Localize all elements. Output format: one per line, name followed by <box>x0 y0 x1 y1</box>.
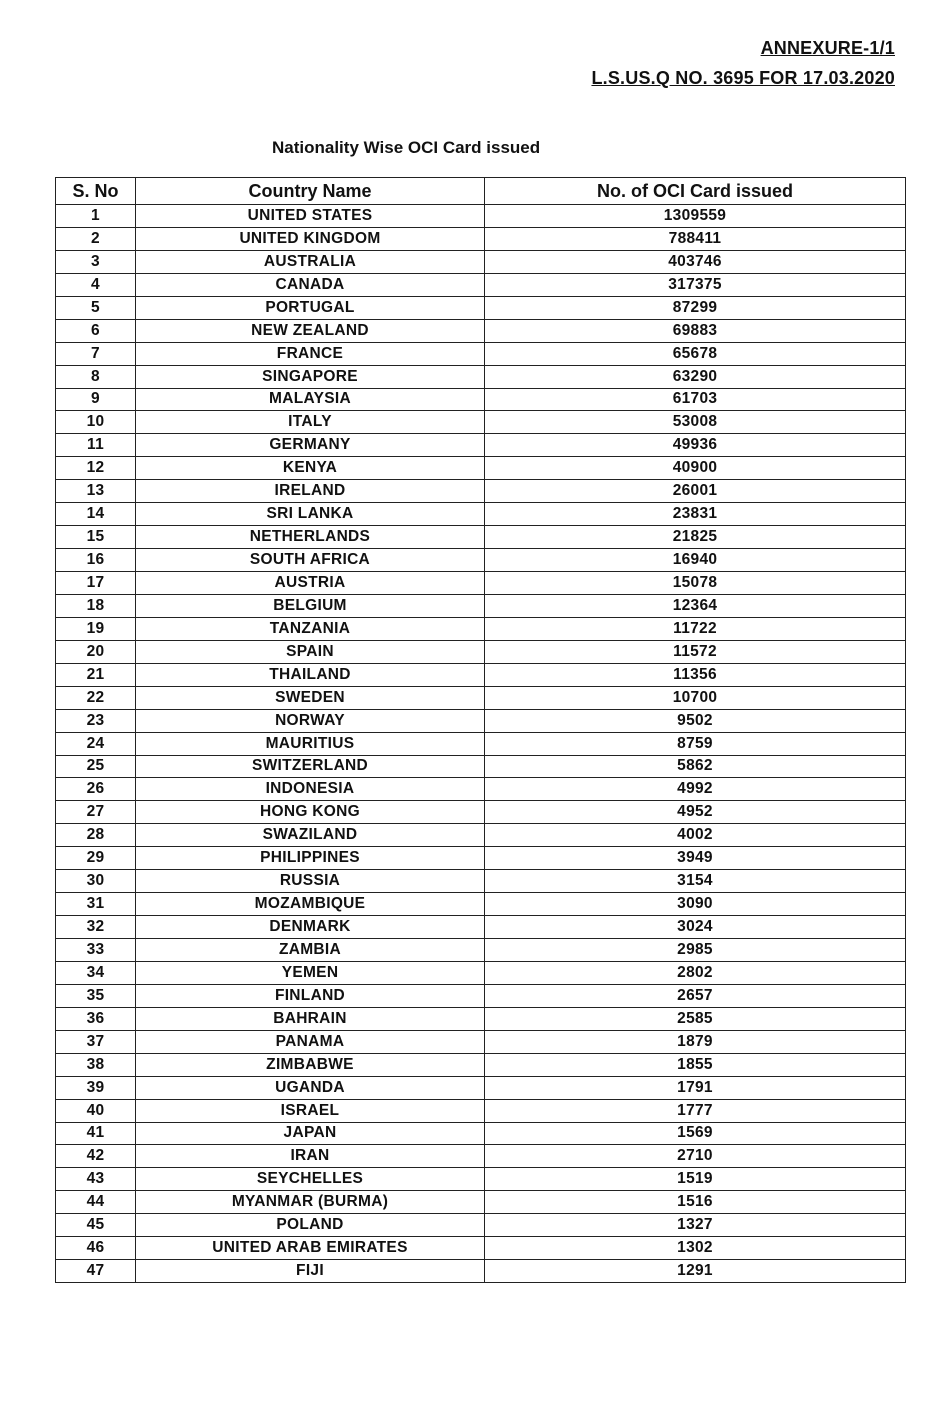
table-row <box>56 870 906 893</box>
country-name-cell: ZAMBIA <box>136 939 485 962</box>
country-name-cell: SPAIN <box>136 640 485 663</box>
oci-count-cell: 1291 <box>485 1260 906 1283</box>
table-row <box>56 572 906 595</box>
country-name-cell: NETHERLANDS <box>136 526 485 549</box>
country-name-cell: FINLAND <box>136 984 485 1007</box>
table-row <box>56 847 906 870</box>
oci-count-cell: 11572 <box>485 640 906 663</box>
country-name-cell: UGANDA <box>136 1076 485 1099</box>
oci-count-cell: 63290 <box>485 365 906 388</box>
country-name-cell: FRANCE <box>136 342 485 365</box>
table-row <box>56 984 906 1007</box>
country-name-cell: IRELAND <box>136 480 485 503</box>
oci-count-cell: 1777 <box>485 1099 906 1122</box>
country-name-cell: THAILAND <box>136 663 485 686</box>
oci-count-cell: 317375 <box>485 273 906 296</box>
serial-number-cell: 29 <box>56 847 136 870</box>
serial-number-cell: 31 <box>56 893 136 916</box>
oci-count-cell: 1327 <box>485 1214 906 1237</box>
table-row <box>56 961 906 984</box>
serial-number-cell: 25 <box>56 755 136 778</box>
serial-number-cell: 37 <box>56 1030 136 1053</box>
header-serial-number: S. No <box>56 178 136 205</box>
table-row <box>56 434 906 457</box>
country-name-cell: PHILIPPINES <box>136 847 485 870</box>
country-name-cell: AUSTRALIA <box>136 250 485 273</box>
table-row <box>56 1099 906 1122</box>
serial-number-cell: 3 <box>56 250 136 273</box>
oci-count-cell: 4992 <box>485 778 906 801</box>
oci-count-cell: 69883 <box>485 319 906 342</box>
table-row <box>56 1007 906 1030</box>
table-row <box>56 778 906 801</box>
oci-count-cell: 23831 <box>485 503 906 526</box>
table-row <box>56 319 906 342</box>
oci-count-cell: 2985 <box>485 939 906 962</box>
serial-number-cell: 6 <box>56 319 136 342</box>
table-row <box>56 709 906 732</box>
table-row <box>56 273 906 296</box>
serial-number-cell: 14 <box>56 503 136 526</box>
table-row <box>56 205 906 228</box>
oci-count-cell: 53008 <box>485 411 906 434</box>
serial-number-cell: 17 <box>56 572 136 595</box>
oci-count-cell: 61703 <box>485 388 906 411</box>
serial-number-cell: 5 <box>56 296 136 319</box>
table-row <box>56 594 906 617</box>
country-name-cell: BELGIUM <box>136 594 485 617</box>
oci-count-cell: 12364 <box>485 594 906 617</box>
serial-number-cell: 33 <box>56 939 136 962</box>
serial-number-cell: 39 <box>56 1076 136 1099</box>
serial-number-cell: 18 <box>56 594 136 617</box>
table-row <box>56 1260 906 1283</box>
serial-number-cell: 10 <box>56 411 136 434</box>
serial-number-cell: 46 <box>56 1237 136 1260</box>
country-name-cell: GERMANY <box>136 434 485 457</box>
oci-count-cell: 3024 <box>485 916 906 939</box>
country-name-cell: UNITED STATES <box>136 205 485 228</box>
oci-count-cell: 1519 <box>485 1168 906 1191</box>
table-body <box>56 205 906 1283</box>
table-row <box>56 1191 906 1214</box>
oci-count-cell: 26001 <box>485 480 906 503</box>
table-row <box>56 411 906 434</box>
country-name-cell: RUSSIA <box>136 870 485 893</box>
oci-card-table <box>55 177 906 1283</box>
country-name-cell: FIJI <box>136 1260 485 1283</box>
oci-count-cell: 65678 <box>485 342 906 365</box>
country-name-cell: MOZAMBIQUE <box>136 893 485 916</box>
country-name-cell: UNITED ARAB EMIRATES <box>136 1237 485 1260</box>
country-name-cell: NEW ZEALAND <box>136 319 485 342</box>
serial-number-cell: 20 <box>56 640 136 663</box>
table-row <box>56 686 906 709</box>
oci-count-cell: 11356 <box>485 663 906 686</box>
country-name-cell: NORWAY <box>136 709 485 732</box>
table-row <box>56 296 906 319</box>
oci-count-cell: 3154 <box>485 870 906 893</box>
table-row <box>56 1145 906 1168</box>
oci-count-cell: 1855 <box>485 1053 906 1076</box>
header-oci-count: No. of OCI Card issued <box>485 178 906 205</box>
annexure-label: ANNEXURE-1/1 <box>760 38 895 58</box>
oci-count-cell: 1879 <box>485 1030 906 1053</box>
country-name-cell: SRI LANKA <box>136 503 485 526</box>
table-row <box>56 617 906 640</box>
serial-number-cell: 35 <box>56 984 136 1007</box>
oci-count-cell: 49936 <box>485 434 906 457</box>
oci-count-cell: 10700 <box>485 686 906 709</box>
table-row <box>56 1168 906 1191</box>
oci-count-cell: 16940 <box>485 549 906 572</box>
serial-number-cell: 27 <box>56 801 136 824</box>
header-country-name: Country Name <box>136 178 485 205</box>
oci-count-cell: 403746 <box>485 250 906 273</box>
oci-count-cell: 1791 <box>485 1076 906 1099</box>
serial-number-cell: 12 <box>56 457 136 480</box>
table-row <box>56 663 906 686</box>
country-name-cell: SEYCHELLES <box>136 1168 485 1191</box>
serial-number-cell: 34 <box>56 961 136 984</box>
table-row <box>56 227 906 250</box>
table-row <box>56 1122 906 1145</box>
table-row <box>56 1076 906 1099</box>
country-name-cell: MALAYSIA <box>136 388 485 411</box>
table-row <box>56 1030 906 1053</box>
oci-count-cell: 21825 <box>485 526 906 549</box>
table-row <box>56 480 906 503</box>
serial-number-cell: 44 <box>56 1191 136 1214</box>
country-name-cell: BAHRAIN <box>136 1007 485 1030</box>
table-row <box>56 801 906 824</box>
country-name-cell: AUSTRIA <box>136 572 485 595</box>
table-row <box>56 916 906 939</box>
table-row <box>56 365 906 388</box>
serial-number-cell: 42 <box>56 1145 136 1168</box>
serial-number-cell: 7 <box>56 342 136 365</box>
oci-count-cell: 8759 <box>485 732 906 755</box>
serial-number-cell: 41 <box>56 1122 136 1145</box>
table-header-row <box>56 178 906 205</box>
oci-count-cell: 1569 <box>485 1122 906 1145</box>
table-row <box>56 526 906 549</box>
serial-number-cell: 26 <box>56 778 136 801</box>
oci-count-cell: 1309559 <box>485 205 906 228</box>
country-name-cell: SWAZILAND <box>136 824 485 847</box>
table-row <box>56 388 906 411</box>
table-row <box>56 824 906 847</box>
serial-number-cell: 1 <box>56 205 136 228</box>
serial-number-cell: 4 <box>56 273 136 296</box>
serial-number-cell: 38 <box>56 1053 136 1076</box>
country-name-cell: ITALY <box>136 411 485 434</box>
table-row <box>56 250 906 273</box>
serial-number-cell: 43 <box>56 1168 136 1191</box>
country-name-cell: UNITED KINGDOM <box>136 227 485 250</box>
table-row <box>56 1214 906 1237</box>
country-name-cell: KENYA <box>136 457 485 480</box>
serial-number-cell: 45 <box>56 1214 136 1237</box>
country-name-cell: CANADA <box>136 273 485 296</box>
country-name-cell: IRAN <box>136 1145 485 1168</box>
serial-number-cell: 23 <box>56 709 136 732</box>
table-row <box>56 457 906 480</box>
serial-number-cell: 15 <box>56 526 136 549</box>
serial-number-cell: 13 <box>56 480 136 503</box>
oci-count-cell: 2657 <box>485 984 906 1007</box>
serial-number-cell: 32 <box>56 916 136 939</box>
oci-count-cell: 788411 <box>485 227 906 250</box>
oci-count-cell: 5862 <box>485 755 906 778</box>
country-name-cell: PORTUGAL <box>136 296 485 319</box>
country-name-cell: SINGAPORE <box>136 365 485 388</box>
table-row <box>56 342 906 365</box>
table-row <box>56 732 906 755</box>
serial-number-cell: 16 <box>56 549 136 572</box>
serial-number-cell: 40 <box>56 1099 136 1122</box>
serial-number-cell: 24 <box>56 732 136 755</box>
country-name-cell: PANAMA <box>136 1030 485 1053</box>
serial-number-cell: 11 <box>56 434 136 457</box>
serial-number-cell: 9 <box>56 388 136 411</box>
country-name-cell: ISRAEL <box>136 1099 485 1122</box>
oci-count-cell: 4002 <box>485 824 906 847</box>
country-name-cell: SOUTH AFRICA <box>136 549 485 572</box>
oci-count-cell: 9502 <box>485 709 906 732</box>
oci-count-cell: 15078 <box>485 572 906 595</box>
serial-number-cell: 36 <box>56 1007 136 1030</box>
oci-count-cell: 11722 <box>485 617 906 640</box>
serial-number-cell: 22 <box>56 686 136 709</box>
document-title: Nationality Wise OCI Card issued <box>272 138 541 157</box>
country-name-cell: ZIMBABWE <box>136 1053 485 1076</box>
serial-number-cell: 8 <box>56 365 136 388</box>
country-name-cell: MYANMAR (BURMA) <box>136 1191 485 1214</box>
oci-count-cell: 2802 <box>485 961 906 984</box>
country-name-cell: MAURITIUS <box>136 732 485 755</box>
oci-count-cell: 3090 <box>485 893 906 916</box>
country-name-cell: SWITZERLAND <box>136 755 485 778</box>
country-name-cell: DENMARK <box>136 916 485 939</box>
country-name-cell: YEMEN <box>136 961 485 984</box>
table-row <box>56 1053 906 1076</box>
table-row <box>56 503 906 526</box>
country-name-cell: TANZANIA <box>136 617 485 640</box>
table-row <box>56 939 906 962</box>
serial-number-cell: 28 <box>56 824 136 847</box>
country-name-cell: HONG KONG <box>136 801 485 824</box>
country-name-cell: INDONESIA <box>136 778 485 801</box>
oci-count-cell: 2710 <box>485 1145 906 1168</box>
oci-count-cell: 1516 <box>485 1191 906 1214</box>
serial-number-cell: 2 <box>56 227 136 250</box>
oci-count-cell: 4952 <box>485 801 906 824</box>
table-row <box>56 549 906 572</box>
oci-count-cell: 3949 <box>485 847 906 870</box>
serial-number-cell: 30 <box>56 870 136 893</box>
serial-number-cell: 19 <box>56 617 136 640</box>
country-name-cell: SWEDEN <box>136 686 485 709</box>
serial-number-cell: 21 <box>56 663 136 686</box>
table-row <box>56 640 906 663</box>
table-row <box>56 755 906 778</box>
question-reference: L.S.US.Q NO. 3695 FOR 17.03.2020 <box>591 68 895 88</box>
country-name-cell: JAPAN <box>136 1122 485 1145</box>
oci-count-cell: 1302 <box>485 1237 906 1260</box>
country-name-cell: POLAND <box>136 1214 485 1237</box>
oci-count-cell: 2585 <box>485 1007 906 1030</box>
table-row <box>56 1237 906 1260</box>
table-row <box>56 893 906 916</box>
oci-count-cell: 87299 <box>485 296 906 319</box>
oci-count-cell: 40900 <box>485 457 906 480</box>
serial-number-cell: 47 <box>56 1260 136 1283</box>
